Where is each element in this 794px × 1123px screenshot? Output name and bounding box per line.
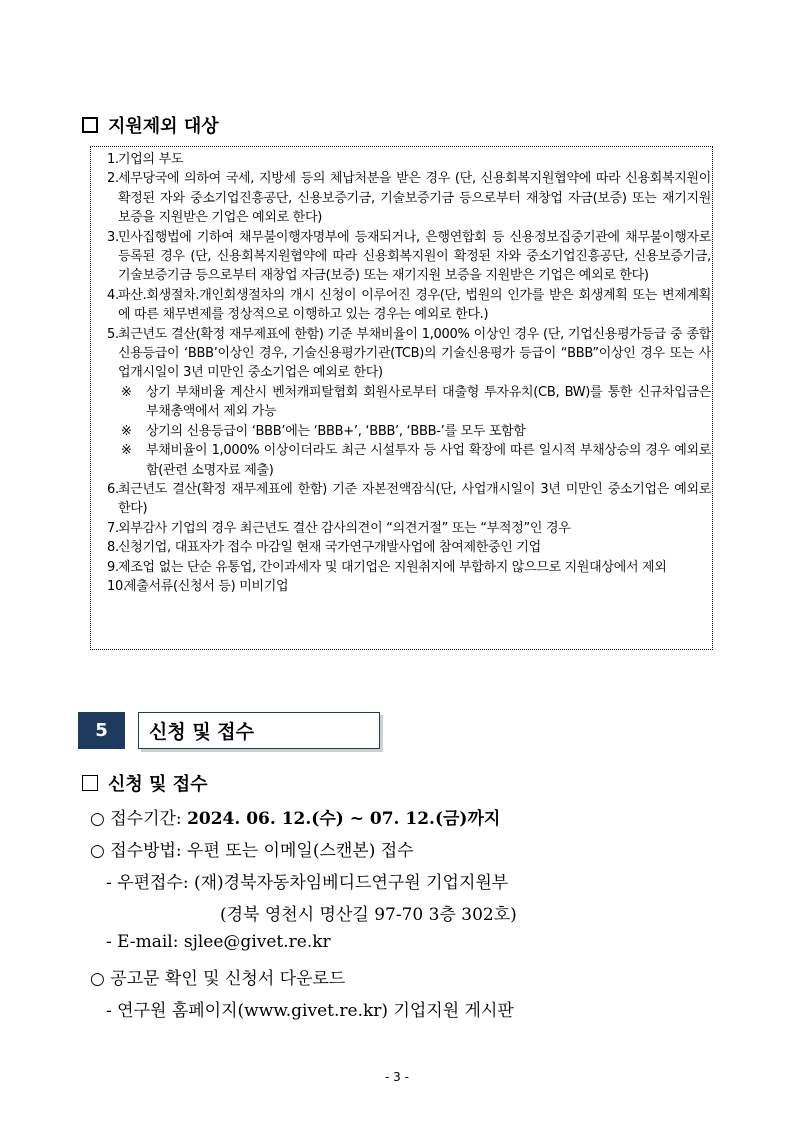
note-mark: ※ <box>121 423 132 439</box>
apply-download: ○ 공고문 확인 및 신청서 다운로드 <box>90 969 346 989</box>
section-number-badge: 5 <box>78 712 125 749</box>
item-text: 신청기업, 대표자가 접수 마감일 현재 국가연구개발사업에 참여제한중인 기업 <box>118 540 541 556</box>
item-text: 세무당국에 의하여 국세, 지방세 등의 체납처분을 받은 경우 (단, 신용회복지원협약에 따라 신용회복지원이 확정된 자와 중소기업진흥공단, 신용보증기금, 기술보증기금 등으로부터 재창업 자금(보증) 또는 재기지원 보증을 지원받은 기업은 예외로 한다) <box>118 171 711 226</box>
page-number: - 3 - <box>385 1070 409 1084</box>
apply-period-label: ○ 접수기간: <box>90 809 188 829</box>
item-number: 10. <box>107 578 127 594</box>
apply-period <box>90 804 500 829</box>
apply-address: (경북 영천시 명산길 97-70 3층 302호) <box>220 905 517 925</box>
list-item <box>107 538 711 557</box>
note-text: 부채비율이 1,000% 이상이더라도 최근 시설투자 등 사업 확장에 따른 일시적 부채상승의 경우 예외로 함(관련 소명자료 제출) <box>146 443 711 478</box>
item-text: 파산.회생절차.개인회생절차의 개시 신청이 이루어진 경우(단, 법원의 인가를 받은 회생계획 또는 변제계획에 따른 채무변제를 정상적으로 이행하고 있는 경우는 예외로 한다.) <box>118 287 711 323</box>
item-text: 외부감사 기업의 경우 최근년도 결산 감사의견이 “의견거절” 또는 “부적정”인 경우 <box>118 520 571 536</box>
exclusion-heading <box>82 112 219 138</box>
list-item <box>107 558 711 577</box>
note-text: 상기의 신용등급이 ‘BBB’에는 ‘BBB+’, ‘BBB’, ‘BBB-’를 모두 포함함 <box>146 423 526 439</box>
item-number: 4. <box>107 287 119 303</box>
item-number: 5. <box>107 326 119 342</box>
item-text: 최근년도 결산(확정 재무제표에 한함) 기준 자본전액잠식(단, 사업개시일이 3년 미만인 중소기업은 예외로 한다) <box>118 481 711 517</box>
note-item <box>107 441 711 480</box>
list-item <box>107 286 711 325</box>
apply-heading <box>82 770 207 796</box>
item-number: 8. <box>107 540 119 556</box>
note-mark: ※ <box>121 443 132 459</box>
item-text: 기업의 부도 <box>118 152 184 167</box>
item-text: 제출서류(신청서 등) 미비기업 <box>124 578 289 594</box>
item-number: 3. <box>107 229 119 245</box>
item-number: 2. <box>107 171 119 187</box>
item-text: 민사집행법에 기하여 채무불이행자명부에 등재되거나, 은행연합회 등 신용정보집중기관에 채무불이행자로 등록된 경우 (단, 신용회복지원협약에 따라 신용회복지원이 확정된 자와 중소기업진흥공단, 신용보증기금, 기술보증기금 등으로부터 재창업 자금(보증) 또는 재기지원 보증을 지원받은 기업은 예외로 한다) <box>118 229 711 284</box>
note-text: 상기 부채비율 계산시 벤처캐피탈협회 회원사로부터 대출형 투자유치(CB, BW)를 통한 신규차입금은 부채총액에서 제외 가능 <box>146 384 711 420</box>
apply-period-value: 2024. 06. 12.(수) ~ 07. 12.(금)까지 <box>187 809 501 829</box>
apply-homepage: - 연구원 홈페이지(www.givet.re.kr) 기업지원 게시판 <box>106 1001 514 1021</box>
item-number: 7. <box>107 520 119 536</box>
apply-title: 신청 및 접수 <box>108 774 208 795</box>
list-item <box>107 228 711 286</box>
note-mark: ※ <box>121 384 132 400</box>
item-number: 9. <box>107 559 119 575</box>
exclusion-list <box>107 150 711 596</box>
list-item <box>107 480 711 519</box>
list-item <box>107 325 711 383</box>
exclusion-title: 지원제외 대상 <box>108 116 219 137</box>
list-item <box>107 169 711 227</box>
section-title: 신청 및 접수 <box>138 712 380 749</box>
item-number: 1. <box>107 152 119 167</box>
list-item <box>107 577 711 596</box>
list-item <box>107 519 711 538</box>
note-item <box>107 422 711 441</box>
note-item <box>107 383 711 422</box>
item-text: 최근년도 결산(확정 재무제표에 한함) 기준 부채비율이 1,000% 이상인 경우 (단, 기업신용평가등급 중 종합신용등급이 ‘BBB’이상인 경우, 기술신용평가기관(TCB)의 기술신용평가 등급이 “BBB”이상인 경우 또는 사업개시일이 3년 미만인 중소기업은 예외로 한다) <box>118 326 711 381</box>
item-number: 6. <box>107 481 119 497</box>
apply-email: - E-mail: sjlee@givet.re.kr <box>106 932 331 952</box>
item-text: 제조업 없는 단순 유통업, 간이과세자 및 대기업은 지원취지에 부합하지 않으므로 지원대상에서 제외 <box>118 559 667 575</box>
checkbox-square-icon <box>82 117 98 133</box>
checkbox-square-icon <box>82 775 98 791</box>
apply-method: ○ 접수방법: 우편 또는 이메일(스캔본) 접수 <box>90 841 414 861</box>
list-item <box>107 150 711 169</box>
apply-post: - 우편접수: (재)경북자동차임베디드연구원 기업지원부 <box>106 873 509 893</box>
